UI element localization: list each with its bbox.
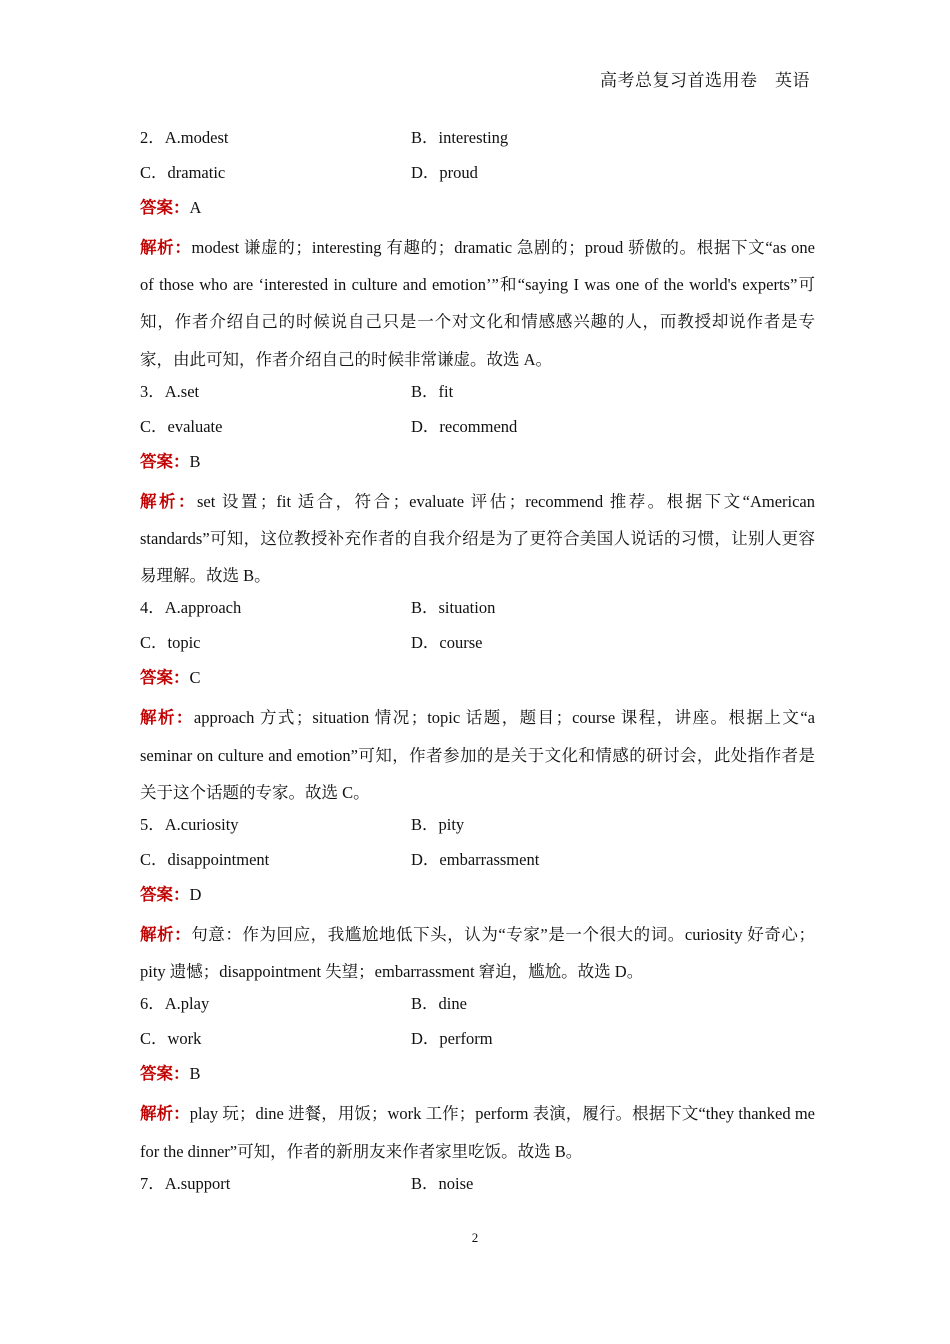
option-row [140,990,815,1025]
answer-line [140,664,815,699]
question-number: 3． [140,381,165,401]
option-d: D．perform [411,1029,493,1049]
question-number: 2． [140,128,165,147]
question-block [140,124,815,378]
option-row [140,629,815,664]
answer-label: 答案： [140,451,190,471]
option-c: C．disappointment [140,850,270,870]
explanation-text: set 设置；fit 适合，符合；evaluate 评估；recommend 推荐。根据下文“American standards”可知，这位教授补充作者的自我介绍是为了更符合美国人说话的习惯，让别人更容易理解。故选 B。 [140,491,816,586]
answer-line [140,448,815,483]
page-number: 2 [471,1230,479,1245]
option-row [140,1170,815,1205]
question-number: 7． [140,1173,165,1193]
answer-line [140,1060,815,1095]
option-row [140,378,815,413]
option-a: 7．A.support [140,1173,231,1193]
option-d: D．course [411,633,483,653]
question-block [140,990,815,1169]
explanation-label: 解析： [140,491,197,511]
answer-value: C [189,668,201,688]
option-row [140,124,815,159]
question-block [140,594,815,811]
option-a: 2．A.modest [140,128,229,147]
option-row [140,1025,815,1060]
explanation-text: modest 谦虚的；interesting 有趣的；dramatic 急剧的；proud 骄傲的。根据下文“as one of those who are ‘interested in culture and emotion’”和“saying I was one of the world's experts”可知，作者介绍自己的时候说自己只是一个对文化和情感感兴趣的人，而教授却说作者是专家，由此可知，作者介绍自己的时候非常谦虚。故选 A。 [140,238,816,369]
option-c: C．work [140,1029,202,1049]
answer-value: A [189,198,202,217]
option-a: 5．A.curiosity [140,815,239,835]
option-row [140,413,815,448]
explanation-text: approach 方式；situation 情况；topic 话题，题目；course 课程，讲座。根据上文“a seminar on culture and emotion”可知，作者参加的是关于文化和情感的研讨会，此处指作者是关于这个话题的专家。故选 C。 [140,708,816,802]
answer-key-content [140,124,815,1205]
explanation [140,229,815,378]
answer-label: 答案： [140,668,190,688]
option-a: 4．A.approach [140,598,242,618]
option-a: 6．A.play [140,994,210,1014]
answer-label: 答案： [140,1064,190,1084]
option-c: C．evaluate [140,416,223,436]
answer-value: D [189,885,202,905]
question-number: 5． [140,815,165,835]
answer-value: B [189,1064,201,1084]
option-d: D．embarrassment [411,850,540,870]
option-b: B．pity [411,815,465,835]
question-number: 6． [140,994,165,1014]
question-block [140,1170,815,1205]
option-b: B．situation [411,598,496,618]
option-c: C．topic [140,633,201,653]
explanation [140,916,815,990]
option-c: C．dramatic [140,163,226,182]
option-b: B．interesting [411,128,509,147]
page-header: 高考总复习首选用卷 英语 [600,71,810,90]
option-row [140,159,815,194]
answer-label: 答案： [140,198,190,217]
explanation-label: 解析： [140,1104,190,1124]
answer-line [140,881,815,916]
explanation [140,699,815,811]
question-block [140,811,815,990]
explanation-label: 解析： [140,238,192,257]
explanation-label: 解析： [140,925,192,945]
option-b: B．dine [411,994,467,1014]
option-a: 3．A.set [140,381,200,401]
option-row [140,846,815,881]
option-d: D．recommend [411,416,518,436]
answer-label: 答案： [140,885,190,905]
answer-value: B [189,451,201,471]
explanation [140,1095,815,1169]
option-d: D．proud [411,163,478,182]
answer-line [140,194,815,229]
explanation-label: 解析： [140,708,194,728]
question-number: 4． [140,598,165,618]
explanation [140,483,815,595]
option-row [140,811,815,846]
explanation-text: play 玩；dine 进餐，用饭；work 工作；perform 表演，履行。根据下文“they thanked me for the dinner”可知，作者的新朋友来作者家里吃饭。故选 B。 [140,1104,815,1161]
question-block [140,378,815,595]
option-row [140,594,815,629]
option-b: B．noise [411,1173,474,1193]
option-b: B．fit [411,381,454,401]
explanation-text: 句意：作为回应，我尴尬地低下头，认为“专家”是一个很大的词。curiosity 好奇心；pity 遗憾；disappointment 失望；embarrassment 窘迫，尴尬。故选 D。 [140,925,815,982]
